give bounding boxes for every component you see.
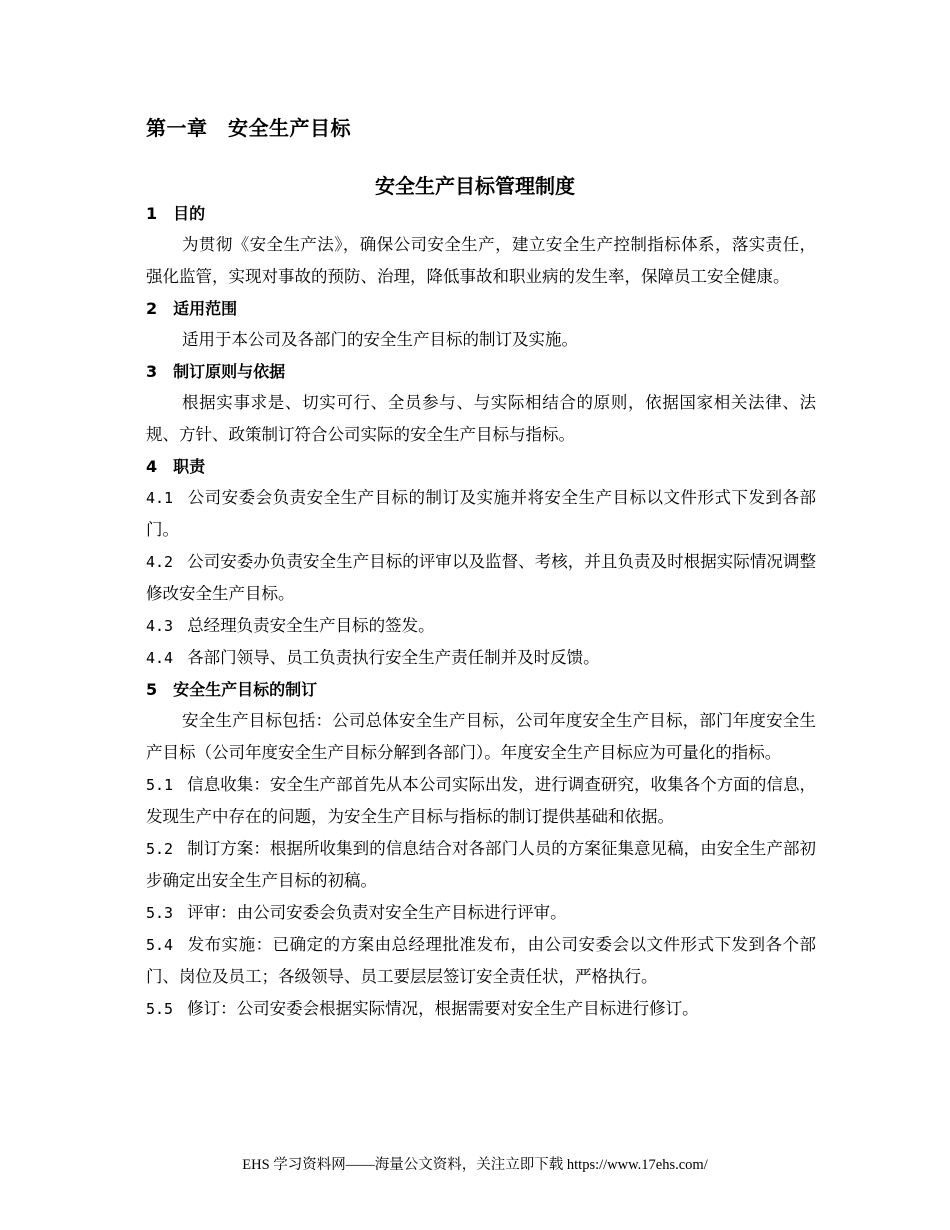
numbered-clause [146, 610, 816, 642]
clause-text: 公司安委办负责安全生产目标的评审以及监督、考核，并且负责及时根据实际情况调整修改安全生产目标。 [146, 552, 816, 603]
numbered-clause [146, 546, 816, 610]
clause-text: 评审：由公司安委会负责对安全生产目标进行评审。 [187, 903, 567, 922]
numbered-clause [146, 769, 816, 833]
clause-number: 4.1 [146, 489, 174, 507]
section-heading: 4 职责 [146, 457, 206, 476]
clause-number: 4.4 [146, 649, 174, 667]
clause-text: 修订：公司安委会根据实际情况，根据需要对安全生产目标进行修订。 [187, 999, 699, 1018]
section-heading: 2 适用范围 [146, 299, 238, 318]
numbered-clause [146, 833, 816, 897]
section-heading: 5 安全生产目标的制订 [146, 680, 318, 699]
document-title: 安全生产目标管理制度 [375, 174, 575, 198]
clause-text: 总经理负责安全生产目标的签发。 [187, 616, 435, 635]
clause-number: 5.4 [146, 936, 174, 954]
clause-number: 5.3 [146, 904, 174, 922]
clause-number: 4.3 [146, 617, 174, 635]
paragraph: 适用于本公司及各部门的安全生产目标的制订及实施。 [182, 330, 578, 349]
paragraph: 为贯彻《安全生产法》，确保公司安全生产，建立安全生产控制指标体系，落实责任，强化监管，实现对事故的预防、治理，降低事故和职业病的发生率，保障员工安全健康。 [146, 235, 816, 286]
numbered-clause [146, 897, 816, 929]
section-heading: 1 目的 [146, 204, 206, 223]
clause-number: 5.5 [146, 1000, 174, 1018]
clause-number: 5.1 [146, 776, 174, 794]
chapter-heading: 第一章 安全生产目标 [146, 116, 351, 140]
clause-number: 5.2 [146, 840, 174, 858]
clause-text: 制订方案：根据所收集到的信息结合对各部门人员的方案征集意见稿，由安全生产部初步确定出安全生产目标的初稿。 [146, 839, 816, 890]
clause-text: 公司安委会负责安全生产目标的制订及实施并将安全生产目标以文件形式下发到各部门。 [146, 488, 816, 539]
clause-text: 信息收集：安全生产部首先从本公司实际出发，进行调查研究，收集各个方面的信息，发现生产中存在的问题，为安全生产目标与指标的制订提供基础和依据。 [146, 775, 816, 826]
section-heading: 3 制订原则与依据 [146, 362, 286, 381]
document-body [146, 198, 816, 1025]
footer-note: EHS 学习资料网——海量公文资料，关注立即下载 https://www.17ehs.com/ [242, 1157, 708, 1173]
clause-number: 4.2 [146, 553, 174, 571]
numbered-clause [146, 482, 816, 546]
clause-text: 各部门领导、员工负责执行安全生产责任制并及时反馈。 [187, 648, 600, 667]
numbered-clause [146, 929, 816, 993]
numbered-clause [146, 642, 816, 674]
clause-text: 发布实施：已确定的方案由总经理批准发布，由公司安委会以文件形式下发到各个部门、岗位及员工；各级领导、员工要层层签订安全责任状，严格执行。 [146, 935, 816, 986]
paragraph: 根据实事求是、切实可行、全员参与、与实际相结合的原则，依据国家相关法律、法规、方针、政策制订符合公司实际的安全生产目标与指标。 [146, 393, 816, 444]
paragraph: 安全生产目标包括：公司总体安全生产目标，公司年度安全生产目标，部门年度安全生产目标（公司年度安全生产目标分解到各部门）。年度安全生产目标应为可量化的指标。 [146, 711, 816, 762]
numbered-clause [146, 993, 816, 1025]
